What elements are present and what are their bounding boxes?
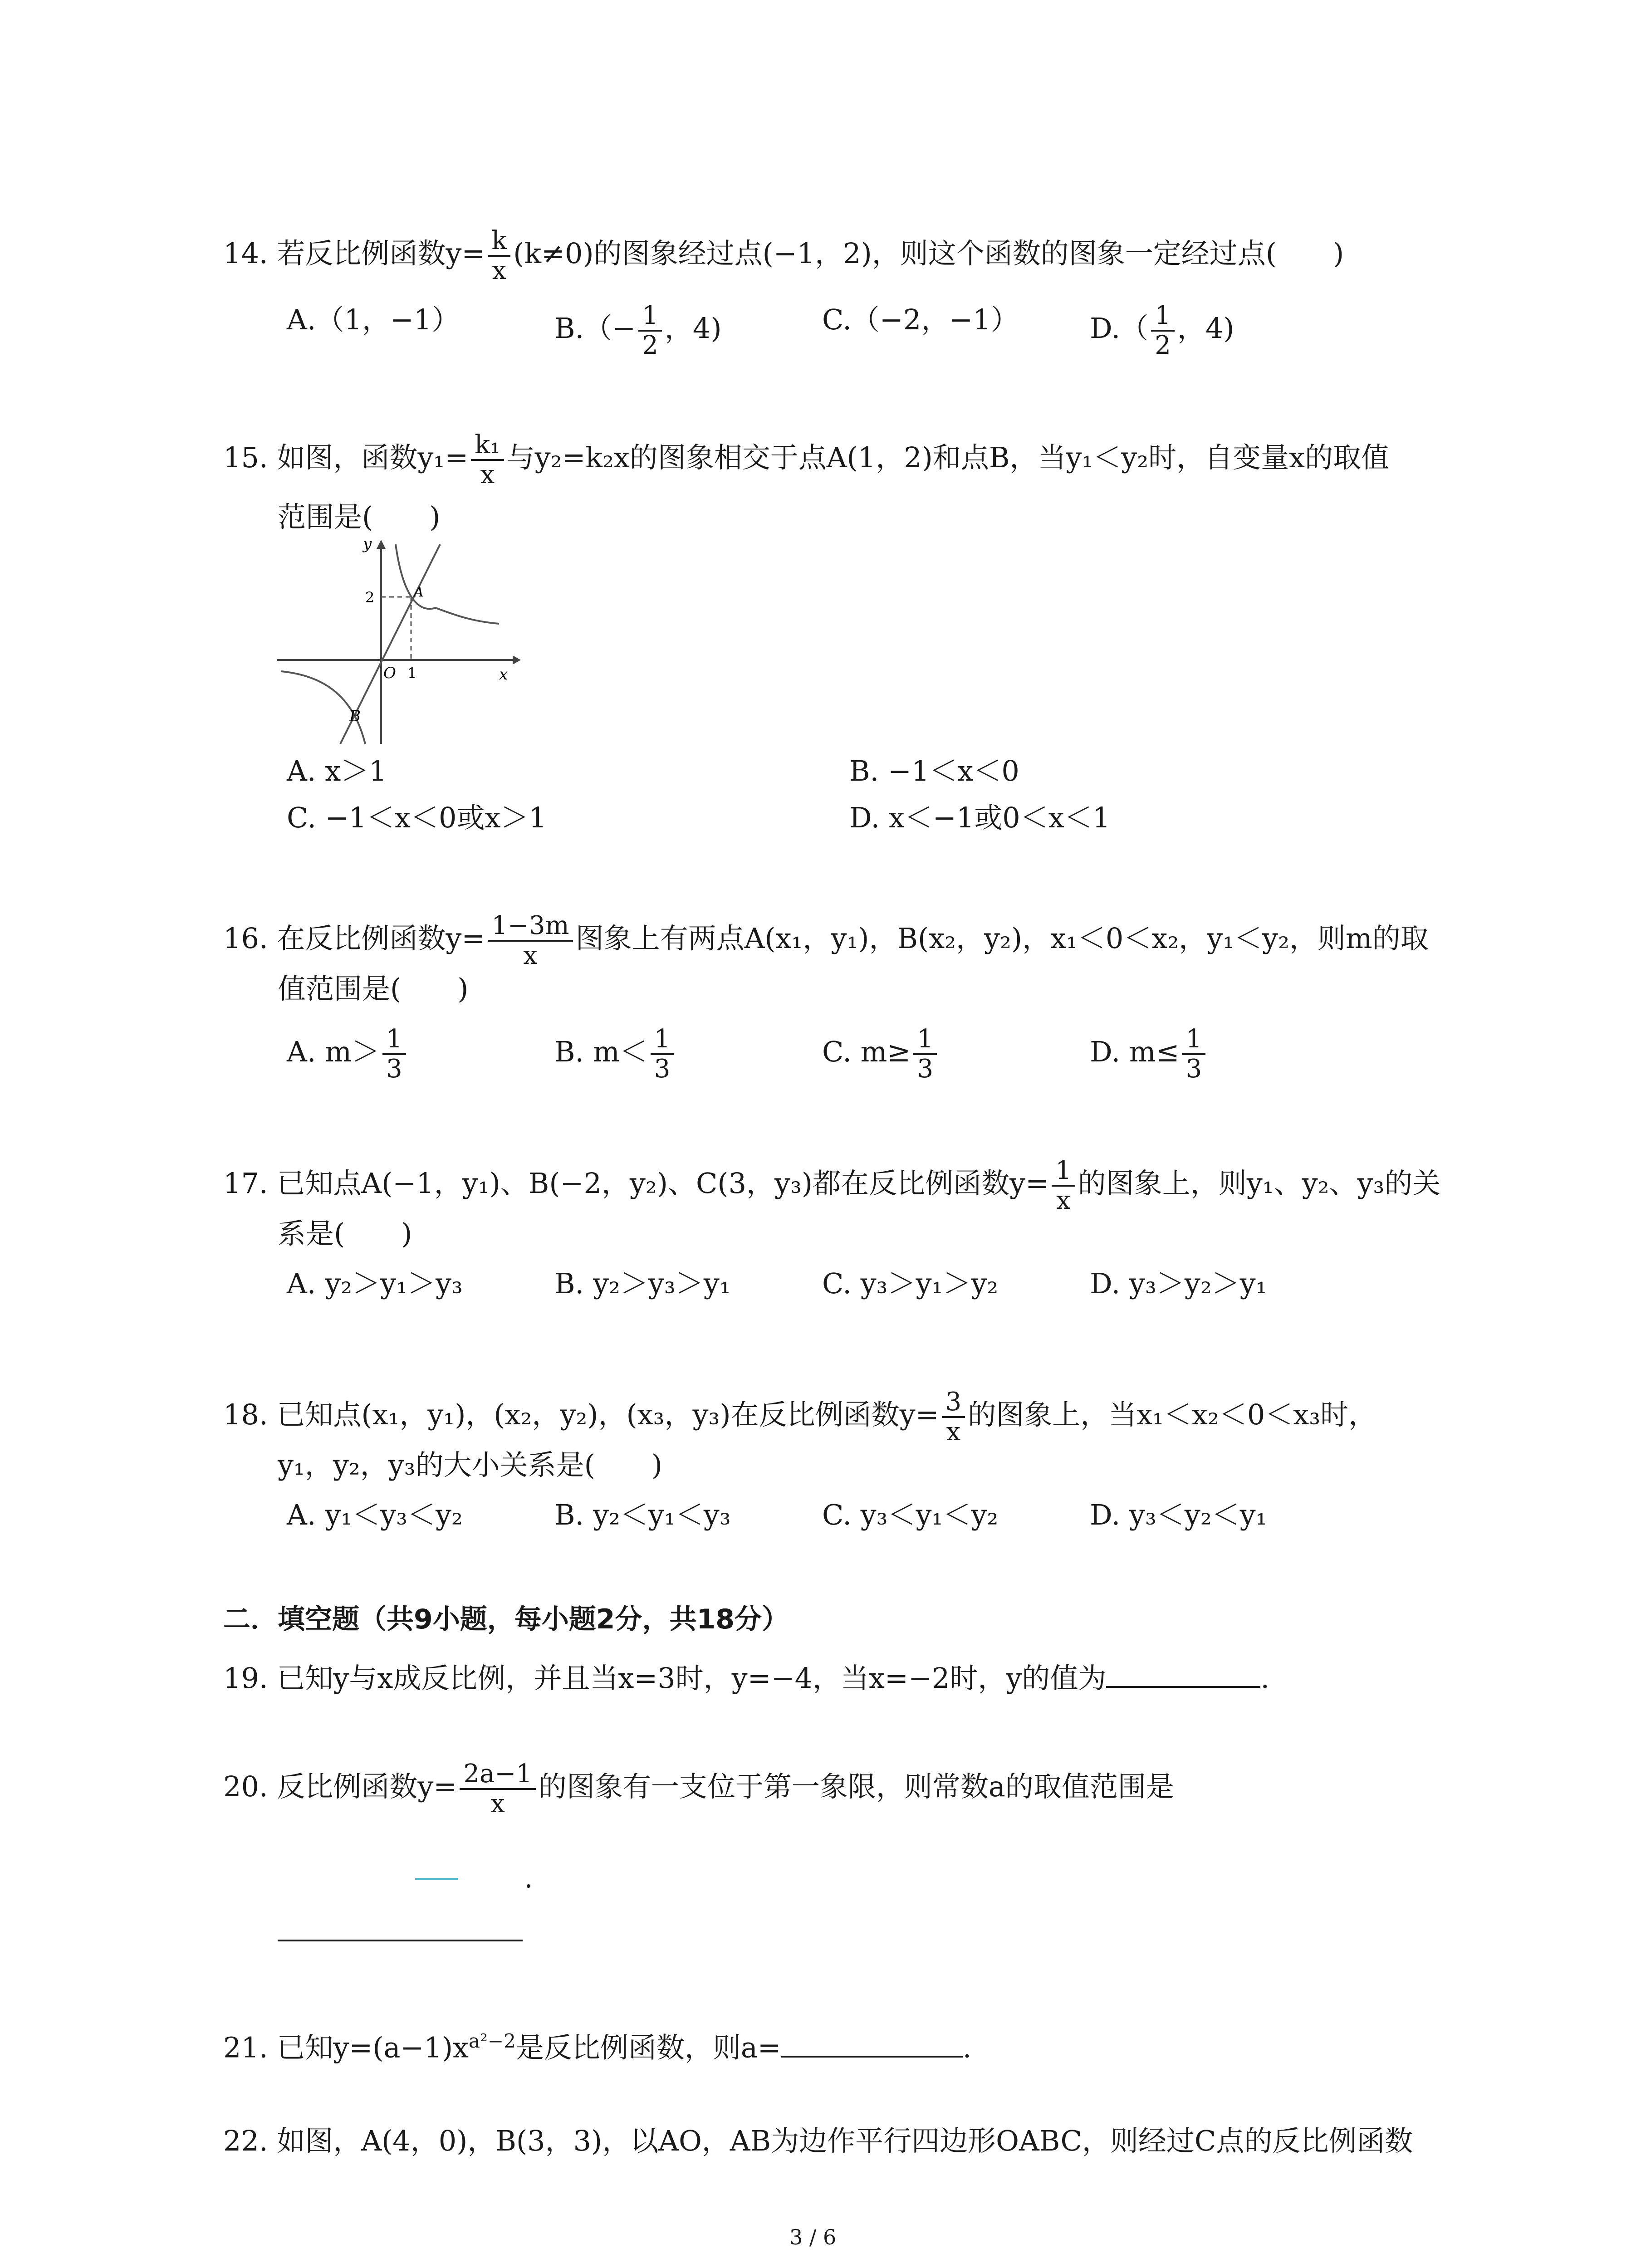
option-text: C. m≥: [822, 1035, 911, 1069]
fraction-denominator: 3: [654, 1054, 671, 1084]
option-text: A. m＞: [287, 1035, 380, 1069]
x-axis-arrow: [513, 655, 521, 665]
question-number: 18.: [223, 1398, 268, 1432]
fraction: [638, 302, 662, 360]
fraction-numerator: 1: [382, 1025, 406, 1055]
question-18: [223, 1388, 1376, 1446]
answer-blank[interactable]: [278, 1940, 523, 1941]
question-text: 与y₂=k₂x的图象相交于点A(1，2)和点B，当y₁＜y₂时，自变量x的取值: [506, 441, 1390, 474]
question-number: 20.: [223, 1770, 268, 1804]
option-text: D. m≤: [1090, 1035, 1180, 1069]
fraction-numerator: 2a−1: [460, 1760, 536, 1790]
question-number: 22.: [223, 2124, 268, 2157]
question-text: 已知y=(a−1)x: [277, 2031, 469, 2064]
fraction-denominator: 2: [1155, 331, 1171, 360]
question-19: [223, 1660, 1269, 1696]
section-heading: 二．填空题（共9小题，每小题2分，共18分）: [223, 1603, 789, 1635]
fraction: [1151, 302, 1175, 360]
fraction-numerator: 3: [942, 1388, 965, 1418]
fraction-denominator: 3: [386, 1054, 402, 1084]
option-a: A.（1，−1）: [287, 303, 460, 336]
option-b: B. −1＜x＜0: [849, 754, 1019, 787]
fraction-denominator: x: [492, 256, 507, 285]
option-c: C.（−2，−1）: [822, 303, 1019, 336]
fraction: [1052, 1157, 1075, 1215]
fraction-denominator: x: [1056, 1186, 1071, 1215]
graph-label-b: B: [349, 707, 361, 725]
option-b: B. y₂＜y₁＜y₃: [554, 1498, 731, 1531]
fraction-denominator: 2: [642, 331, 658, 360]
option-d: [1090, 1025, 1208, 1083]
question-end: .: [962, 2031, 972, 2064]
question-text: 反比例函数y=: [277, 1770, 457, 1804]
option-a: A. y₂＞y₁＞y₃: [287, 1267, 463, 1300]
fraction-numerator: 1: [651, 1025, 674, 1055]
option-d: D. y₃＞y₂＞y₁: [1090, 1267, 1267, 1300]
option-d: [1090, 302, 1234, 360]
question-text: 已知点A(−1，y₁)、B(−2，y₂)、C(3，y₃)都在反比例函数y=: [277, 1167, 1049, 1200]
question-text: 的图象上，则y₁、y₂、y₃的关: [1078, 1167, 1441, 1200]
fraction-denominator: x: [523, 941, 538, 970]
option-text: B.（−: [554, 312, 636, 345]
option-c: C. y₃＞y₁＞y₂: [822, 1267, 999, 1300]
option-c: C. −1＜x＜0或x＞1: [287, 801, 547, 834]
fraction-numerator: 1: [1052, 1157, 1075, 1187]
question-15-line2: 范围是( ): [278, 500, 441, 533]
fraction-numerator: k₁: [471, 431, 504, 461]
question-text: 图象上有两点A(x₁，y₁)，B(x₂，y₂)，x₁＜0＜x₂，y₁＜y₂，则m的取: [575, 922, 1429, 955]
question-text: (k≠0)的图象经过点(−1，2)，则这个函数的图象一定经过点( ): [513, 237, 1344, 270]
fraction-denominator: x: [490, 1789, 505, 1818]
question-18-line2: y₁，y₂，y₃的大小关系是( ): [278, 1448, 663, 1481]
graph-label-x: x: [499, 665, 508, 684]
fraction: [488, 912, 573, 970]
option-b: B. y₂＞y₃＞y₁: [554, 1267, 731, 1300]
y-axis-arrow: [377, 540, 386, 549]
cursor-mark: [415, 1878, 458, 1880]
option-a: [287, 1025, 409, 1083]
fraction: [651, 1025, 674, 1083]
question-17: [223, 1157, 1440, 1215]
option-c: C. y₃＜y₁＜y₂: [822, 1498, 999, 1531]
exponent: a²−2: [469, 2030, 516, 2052]
question-number: 19.: [223, 1662, 268, 1695]
fraction-numerator: 1−3m: [488, 912, 573, 942]
question-21: [223, 2023, 971, 2066]
question-text: 已知点(x₁，y₁)，(x₂，y₂)，(x₃，y₃)在反比例函数y=: [277, 1398, 939, 1432]
question-end: .: [1260, 1662, 1270, 1695]
question-text: 已知y与x成反比例，并且当x=3时，y=−4，当x=−2时，y的值为: [277, 1662, 1107, 1695]
fraction: [1182, 1025, 1206, 1083]
fraction-denominator: 3: [1185, 1054, 1202, 1084]
option-a: A. x＞1: [287, 754, 387, 787]
fraction-denominator: x: [946, 1417, 961, 1447]
option-d: D. x＜−1或0＜x＜1: [849, 801, 1111, 834]
question-text: 若反比例函数y=: [277, 237, 485, 270]
fraction-numerator: 1: [913, 1025, 937, 1055]
fraction: [471, 431, 504, 489]
option-text: D.（: [1090, 312, 1149, 345]
question-20-end: .: [524, 1861, 533, 1894]
graph-tick-2: 2: [365, 589, 375, 606]
fraction: [382, 1025, 406, 1083]
hyperbola-branch-1: [396, 544, 499, 624]
fraction-numerator: k: [488, 227, 510, 257]
function-graph: [272, 535, 526, 748]
fraction-numerator: 1: [638, 302, 662, 332]
option-d: D. y₃＜y₂＜y₁: [1090, 1498, 1267, 1531]
option-c: [822, 1025, 940, 1083]
graph-tick-1: 1: [407, 665, 417, 682]
fraction-numerator: 1: [1182, 1025, 1206, 1055]
option-text: ，4): [664, 312, 722, 345]
graph-label-y: y: [363, 535, 372, 553]
option-b: [554, 1025, 676, 1083]
question-15: [223, 431, 1389, 489]
answer-blank[interactable]: [1106, 1681, 1260, 1688]
page-number: 3 / 6: [789, 2225, 837, 2249]
question-number: 17.: [223, 1167, 268, 1200]
fraction-denominator: 3: [917, 1054, 934, 1084]
fraction: [460, 1760, 536, 1818]
question-number: 14.: [223, 237, 268, 270]
question-16: [223, 912, 1429, 970]
question-text: 如图，函数y₁=: [277, 441, 469, 474]
fraction: [488, 227, 510, 285]
graph-label-origin: O: [383, 664, 396, 682]
question-text: 的图象上，当x₁＜x₂＜0＜x₃时，: [968, 1398, 1377, 1432]
question-14: [223, 227, 1344, 285]
question-22: [223, 2123, 1413, 2159]
question-text: 如图，A(4，0)，B(3，3)，以AO，AB为边作平行四边形OABC，则经过C点的反比例函数: [277, 2124, 1413, 2157]
question-number: 15.: [223, 441, 268, 474]
question-20: [223, 1760, 1174, 1818]
question-text: 的图象有一支位于第一象限，则常数a的取值范围是: [538, 1770, 1174, 1804]
option-text: ，4): [1177, 312, 1234, 345]
fraction: [913, 1025, 937, 1083]
question-17-line2: 系是( ): [278, 1217, 412, 1250]
question-number: 21.: [223, 2031, 268, 2064]
fraction: [942, 1388, 965, 1446]
option-a: A. y₁＜y₃＜y₂: [287, 1498, 463, 1531]
question-16-line2: 值范围是( ): [278, 972, 469, 1005]
option-text: B. m＜: [554, 1035, 648, 1069]
graph-label-a: A: [414, 584, 424, 600]
question-number: 16.: [223, 922, 268, 955]
fraction-denominator: x: [480, 460, 495, 489]
answer-blank[interactable]: [781, 2051, 963, 2058]
question-text: 在反比例函数y=: [277, 922, 485, 955]
fraction-numerator: 1: [1151, 302, 1175, 332]
option-b: [554, 302, 722, 360]
question-text: 是反比例函数，则a=: [515, 2031, 781, 2064]
